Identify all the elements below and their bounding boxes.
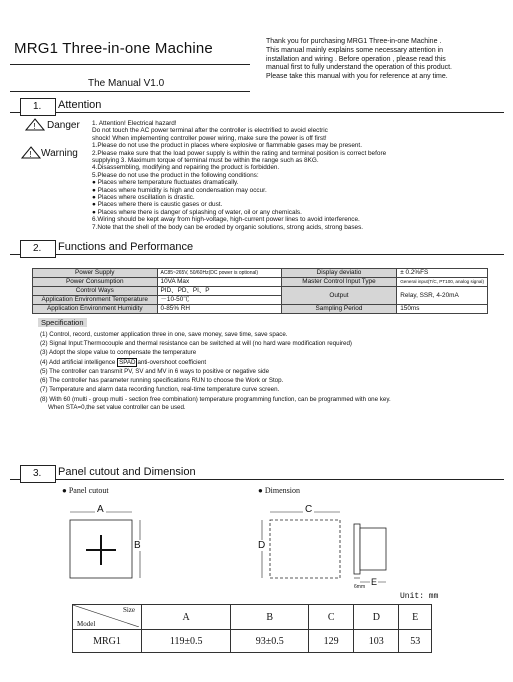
section-heading-panel xyxy=(10,465,504,480)
attention-line: 1. Attention! Electrical hazard! xyxy=(92,120,177,127)
specification-list xyxy=(40,330,506,411)
spec-item: (2) Signal Input:Thermocouple and thermal resistance can be switched at will (no hard ware modification required) xyxy=(40,340,352,348)
section-heading-functions xyxy=(10,240,504,255)
spec-item: When STA=0,the set value controller can be used. xyxy=(48,403,186,411)
table-label: Power Supply xyxy=(33,269,158,278)
table-cell: 53 xyxy=(399,630,432,653)
spec-item: (8) With 60 (multi - group multi - section free combination) temperature programming function, can be programmed with one key. xyxy=(40,396,391,404)
attention-line: 5.Please do not use the product in the following conditions: xyxy=(92,171,259,179)
unit-label: Unit: mm xyxy=(400,592,439,601)
table-row xyxy=(33,305,488,314)
bullet-item: ● Places where humidity is high and condensation may occur. xyxy=(92,186,267,194)
intro-line: installation and wiring . Before operation , please read this xyxy=(266,55,446,63)
table-label: Master Control Input Type xyxy=(281,278,397,287)
attention-line: 6.Wiring should be kept away from high-voltage, high-current power lines to avoid interference. xyxy=(92,216,360,224)
attention-line: Do not touch the AC power terminal after the controller is electrified to avoid electric xyxy=(92,127,328,135)
attention-line: 2.Please make sure that the load power supply is within the rating and terminal position is correct before xyxy=(92,149,387,157)
panel-cutout-drawing xyxy=(62,500,162,590)
table-label: Application Environment Temperature xyxy=(33,296,158,305)
table-value: General input(T/C, PT100, analog signal) xyxy=(397,278,488,287)
table-label: Display deviatio xyxy=(281,269,397,278)
spec-item: (5) The controller can transmit PV, SV and MV in 6 ways to positive or negative side xyxy=(40,367,270,375)
dim-letter-b: B xyxy=(134,540,141,551)
intro-line: manual first to fully understand the operation of this product. xyxy=(266,64,452,72)
table-value: PID、PD、PI、P xyxy=(157,287,281,296)
attention-line: shock! When implementing controller power wiring, make sure the power is off first! xyxy=(92,134,327,142)
section-number-box xyxy=(20,465,56,483)
table-label: Application Environment Humidity xyxy=(33,305,158,314)
section-title: Attention xyxy=(58,99,102,111)
table-cell: 119±0.5 xyxy=(142,630,231,653)
svg-text:!: ! xyxy=(33,122,36,131)
bullet-item: ● Places where there is danger of splashing of water, oil or any chemicals. xyxy=(92,208,302,216)
table-label: Sampling Period xyxy=(281,305,397,314)
table-value: AC85~265V, 50/60Hz(DC power is optional) xyxy=(157,269,281,278)
dim-letter-a: A xyxy=(97,504,104,515)
table-cell: 129 xyxy=(309,630,354,653)
table-header: D xyxy=(354,605,399,630)
svg-text:!: ! xyxy=(29,150,32,159)
bullet-item: ● Places where temperature fluctuates dramatically. xyxy=(92,179,239,187)
spec-item: (7) Temperature and alarm data recording function, real-time temperature curve screen. xyxy=(40,386,280,394)
table-value: 10VA Max xyxy=(157,278,281,287)
section-number: 1. xyxy=(33,101,42,112)
danger-triangle-icon xyxy=(25,118,45,131)
table-row xyxy=(73,605,432,630)
six-mm-label: 6mm xyxy=(354,584,366,590)
warning-triangle-icon xyxy=(21,146,41,159)
section-number: 2. xyxy=(33,243,42,254)
table-header: E xyxy=(399,605,432,630)
section-heading-attention xyxy=(10,98,504,113)
spec-item: (3) Adopt the slope value to compensate the temperature xyxy=(40,349,197,357)
document-title: MRG1 Three-in-one Machine xyxy=(14,40,213,57)
table-value: Relay, SSR, 4-20mA xyxy=(397,287,488,305)
attention-text xyxy=(92,120,506,231)
table-label: Output xyxy=(281,287,397,305)
table-row xyxy=(33,287,488,296)
table-label: Power Consumption xyxy=(33,278,158,287)
table-cell: 93±0.5 xyxy=(231,630,309,653)
spec-item: (1) Control, record, customer application three in one, save money, save time, save space. xyxy=(40,331,288,338)
attention-line: supplying 3. Maximum torque of terminal must be within the range such as 8KG. xyxy=(92,157,319,165)
title-rule-bottom xyxy=(10,91,250,92)
dim-letter-d: D xyxy=(258,540,266,551)
section-number-box xyxy=(20,240,56,258)
table-cell: MRG1 xyxy=(73,630,142,653)
manual-version: The Manual V1.0 xyxy=(88,78,165,89)
spec-item: (4) Add artificial intelligence SPAD anti-overshoot coefficient xyxy=(40,358,207,366)
dim-letter-c: C xyxy=(305,504,313,515)
specification-title: Specification xyxy=(38,318,87,327)
intro-line: Thank you for purchasing MRG1 Three-in-one Machine . xyxy=(266,38,442,45)
table-row xyxy=(33,269,488,278)
section-title: Panel cutout and Dimension xyxy=(58,466,196,478)
bullet-item: ● Places where there is caustic gases or dust. xyxy=(92,201,223,209)
table-header: B xyxy=(231,605,309,630)
bullet-item: ● Places where oscillation is drastic. xyxy=(92,194,195,202)
intro-line: Please take this manual with you for reference at any time. xyxy=(266,73,448,81)
intro-text xyxy=(266,38,504,82)
dim-letter-e: E xyxy=(371,577,378,587)
table-row xyxy=(73,630,432,653)
section-title: Functions and Performance xyxy=(58,241,194,253)
table-header: A xyxy=(142,605,231,630)
intro-line: This manual mainly explains some necessary attention in xyxy=(266,46,444,54)
table-row xyxy=(33,278,488,287)
panel-cutout-label: ● Panel cutout xyxy=(62,486,109,495)
dimension-table xyxy=(72,604,432,653)
attention-line: 4.Disassembling, modifying and repairing the product is forbidden. xyxy=(92,164,280,172)
size-model-header: Size Model xyxy=(73,605,142,630)
table-value: ± 0.2%FS xyxy=(397,269,488,278)
spec-item: (6) The controller has parameter running specifications RUN to choose the Work or Stop. xyxy=(40,377,284,385)
section-number-box xyxy=(20,98,56,116)
table-value: －10-50℃ xyxy=(157,296,281,305)
title-rule xyxy=(10,64,250,65)
spec-table xyxy=(32,268,488,314)
table-value: 0-85% RH xyxy=(157,305,281,314)
section-number: 3. xyxy=(33,468,42,479)
dimension-label: ● Dimension xyxy=(258,486,300,495)
table-header: C xyxy=(309,605,354,630)
attention-line: 1.Please do not use the product in places where explosive or flammable gases may be present. xyxy=(92,142,362,150)
table-value: 150ms xyxy=(397,305,488,314)
table-label: Control Ways xyxy=(33,287,158,296)
attention-line: 7.Note that the shell of the body can be eroded by organic solutions, strong acids, strong bases. xyxy=(92,223,364,231)
table-cell: 103 xyxy=(354,630,399,653)
